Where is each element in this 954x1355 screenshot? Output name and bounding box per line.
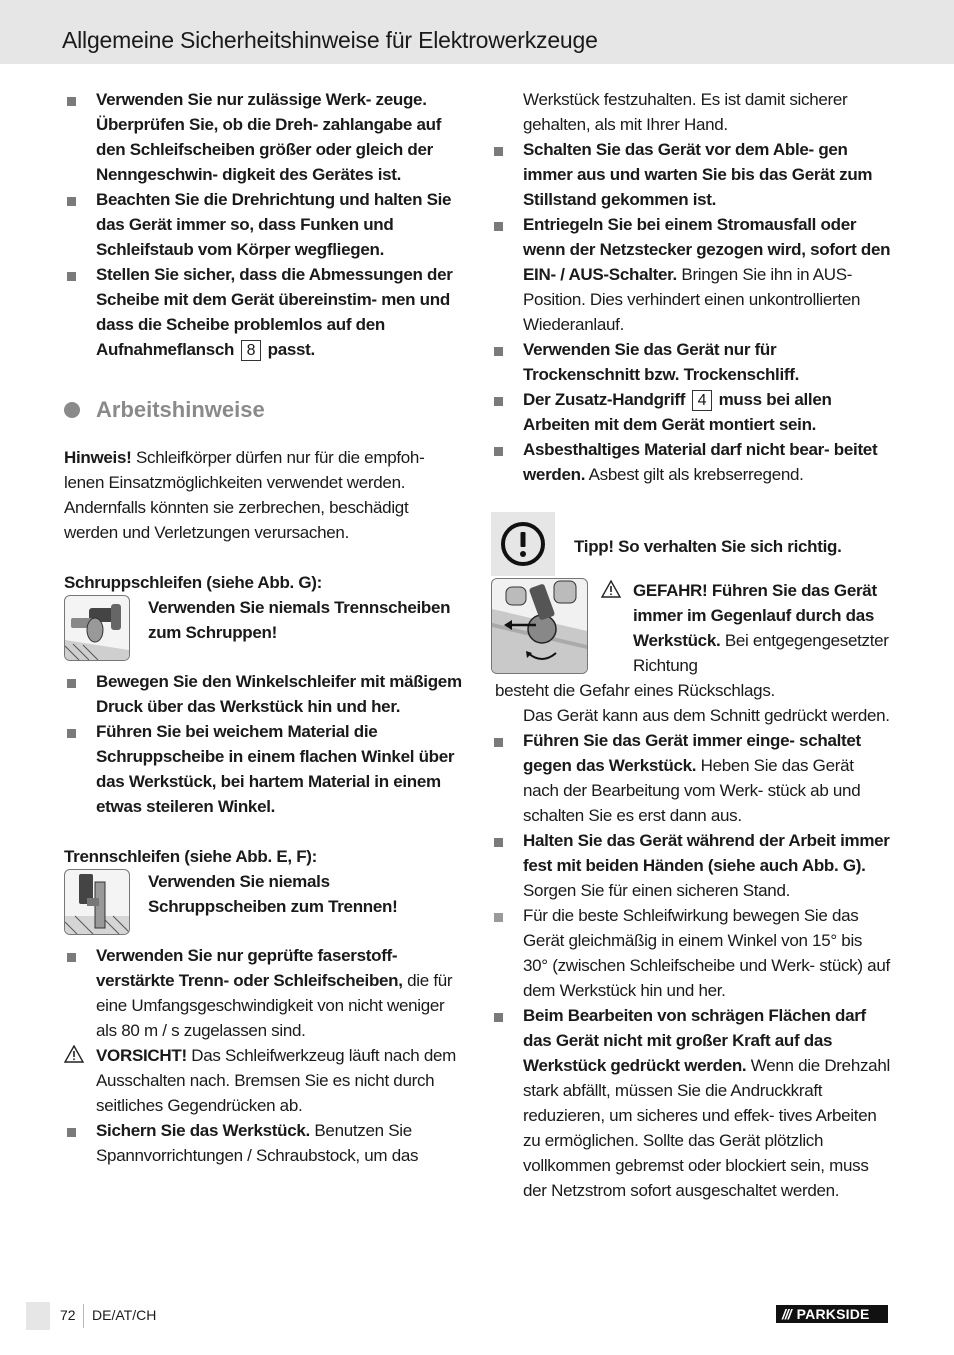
cutting-figure-row	[64, 869, 464, 935]
roughing-warning: Verwenden Sie niemals Trennscheiben zum Schruppen!	[148, 598, 451, 642]
tip-text: Tipp! So verhalten Sie sich richtig.	[574, 537, 842, 556]
bullet-soft-material-angle: Führen Sie bei weichem Material die Schruppscheibe in einem flachen Winkel über das Werkstück, bei hartem Material in einem etwas steileren Winkel.	[64, 719, 464, 819]
bullet-dry-cutting: Verwenden Sie das Gerät nur für Trockenschnitt bzw. Trockenschliff.	[491, 337, 891, 387]
danger-text-continued: besteht die Gefahr eines Rückschlags.	[495, 681, 775, 700]
danger-block	[491, 578, 891, 728]
bullet-secure-workpiece-text: Benutzen Sie Spannvorrichtungen / Schraubstock, um das	[96, 1121, 419, 1165]
cutting-heading: Trennschleifen (siehe Abb. E, F):	[64, 847, 318, 866]
bullet-approved-tools: Verwenden Sie nur zulässige Werk- zeuge. Überprüfen Sie, ob die Dreh- zahlangabe auf den Schleifscheiben größer oder gleich der Nenngeschwin- digkeit des Gerätes ist.	[64, 87, 464, 187]
page-header	[0, 0, 954, 64]
danger-text-continued-2: Das Gerät kann aus dem Schnitt gedrückt werden.	[523, 706, 890, 725]
part-reference-4: 4	[692, 390, 713, 411]
roughing-figure-row	[64, 595, 464, 661]
bullet-secure-workpiece	[64, 1118, 464, 1168]
note-paragraph	[64, 445, 464, 545]
left-column	[64, 87, 464, 1168]
continued-text: Werkstück festzuhalten. Es ist damit sicherer gehalten, als mit Ihrer Hand.	[523, 90, 848, 134]
note-text: Schleifkörper dürfen nur für die empfoh- lenen Einsatzmöglichkeiten verwendet werden. Andernfalls könnten sie zerbrechen, beschädigt werden und Verletzungen verursachen.	[64, 448, 425, 542]
bullet-power-failure	[491, 212, 891, 337]
bullet-rotation-direction: Beachten Sie die Drehrichtung und halten Sie das Gerät immer so, dass Funken und Schleifstaub vom Körper wegfliegen.	[64, 187, 464, 262]
bullet-auxiliary-handle	[491, 387, 891, 437]
bullet-switched-on-text: Heben Sie das Gerät nach der Bearbeitung vom Werk- stück ab und schalten Sie es erst dann aus.	[523, 756, 861, 825]
bullet-disc-dimensions	[64, 262, 464, 362]
danger-text: Bei entgegengesetzter Richtung	[633, 631, 889, 675]
part-reference-8: 8	[241, 340, 262, 361]
danger-bold: GEFAHR! Führen Sie das Gerät immer im Gegenlauf durch das Werkstück.	[633, 581, 877, 650]
bullet-sloped-surfaces	[491, 1003, 891, 1203]
bullet-switched-on	[491, 728, 891, 828]
bullet-power-failure-bold: Entriegeln Sie bei einem Stromausfall oder wenn der Netzstecker gezogen wird, sofort den EIN- / AUS-Schalter.	[523, 215, 891, 284]
section-bullet-icon	[64, 402, 80, 418]
bullet-switch-off: Schalten Sie das Gerät vor dem Able- gen immer aus und warten Sie bis das Gerät zum Stillstand gekommen ist.	[491, 137, 891, 212]
bullet-move-grinder: Bewegen Sie den Winkelschleifer mit mäßigem Druck über das Werkstück hin und her.	[64, 669, 464, 719]
section-title: Arbeitshinweise	[96, 397, 265, 422]
bullet-both-hands	[491, 828, 891, 903]
bullet-sloped-surfaces-text: Wenn die Drehzahl stark abfällt, müssen Sie die Andruckkraft reduzieren, um sicheres und effek- tives Arbeiten zu ermöglichen. Sollte das Gerät plötzlich vollkommen gebremst oder blockiert sein, muss der Netzstrom sofort ausgeschaltet werden.	[523, 1056, 890, 1200]
section-heading	[64, 397, 464, 423]
footer-marker	[26, 1302, 50, 1330]
counter-rotation-figure	[491, 578, 588, 674]
cutting-grinder-icon	[64, 869, 130, 935]
footer-divider	[83, 1304, 84, 1328]
danger-paragraph	[601, 578, 891, 678]
bullet-fiber-reinforced-text: die für eine Umfangsgeschwindigkeit von nicht weniger als 80 m / s zugelassen sind.	[96, 971, 453, 1040]
right-column	[491, 87, 891, 1203]
bullet-both-hands-bold: Halten Sie das Gerät während der Arbeit immer fest mit beiden Händen (siehe auch Abb. G).	[523, 831, 890, 875]
bullet-aux-handle-end: muss bei allen Arbeiten mit dem Gerät montiert sein.	[523, 390, 832, 434]
bullet-fiber-reinforced-bold: Verwenden Sie nur geprüfte faserstoff- verstärkte Trenn- oder Schleifscheiben,	[96, 946, 403, 990]
bullet-aux-handle-text: Der Zusatz-Handgriff	[523, 390, 686, 409]
roughing-heading: Schruppschleifen (siehe Abb. G):	[64, 573, 323, 592]
bullet-asbestos-bold: Asbesthaltiges Material darf nicht bear- beitet werden.	[523, 440, 878, 484]
cutting-warning: Verwenden Sie niemals Schruppscheiben zum Trennen!	[148, 872, 398, 916]
bullet-disc-dimensions-end: passt.	[267, 340, 315, 359]
bullet-sloped-surfaces-bold: Beim Bearbeiten von schrägen Flächen darf das Gerät nicht mit großer Kraft auf das Werkstück gedrückt werden.	[523, 1006, 866, 1075]
caution-text: Das Schleifwerkzeug läuft nach dem Ausschalten nach. Bremsen Sie es nicht durch seitliches Gegendrücken ab.	[96, 1046, 457, 1115]
logo-text: PARKSIDE	[796, 1306, 870, 1322]
bullet-grinding-angle: Für die beste Schleifwirkung bewegen Sie das Gerät gleichmäßig in einem Winkel von 15° bis 30° (zwischen Schleifscheibe und Werk- stück) auf dem Werkstück hin und her.	[491, 903, 891, 1003]
exclamation-icon	[491, 512, 555, 576]
bullet-asbestos	[491, 437, 891, 487]
logo-stripes-icon: ///	[782, 1306, 791, 1322]
bullet-asbestos-text: Asbest gilt als krebserregend.	[588, 465, 804, 484]
warning-triangle-icon	[601, 580, 621, 598]
caution-paragraph	[64, 1043, 464, 1118]
bullet-fiber-reinforced-discs	[64, 943, 464, 1043]
tip-row	[491, 512, 891, 578]
parkside-logo	[776, 1305, 888, 1323]
bullet-power-failure-text: Bringen Sie ihn in AUS-Position. Dies verhindert einen unkontrollierten Wiederanlauf.	[523, 265, 861, 334]
bullet-disc-dimensions-text: Stellen Sie sicher, dass die Abmessungen der Scheibe mit dem Gerät übereinstim- men und dass die Scheibe problemlos auf den Aufnahmeflansch	[96, 265, 453, 359]
bullet-switched-on-bold: Führen Sie das Gerät immer einge- schaltet gegen das Werkstück.	[523, 731, 861, 775]
footer-language: DE/AT/CH	[92, 1307, 157, 1323]
bullet-both-hands-text: Sorgen Sie für einen sicheren Stand.	[523, 881, 791, 900]
page-title: Allgemeine Sicherheitshinweise für Elektrowerkzeuge	[62, 27, 598, 53]
page-number: 72	[60, 1307, 76, 1323]
caution-label: VORSICHT!	[96, 1046, 187, 1065]
bullet-secure-workpiece-bold: Sichern Sie das Werkstück.	[96, 1121, 310, 1140]
roughing-grinder-icon	[64, 595, 130, 661]
note-label: Hinweis!	[64, 448, 132, 467]
warning-triangle-icon	[64, 1045, 84, 1063]
